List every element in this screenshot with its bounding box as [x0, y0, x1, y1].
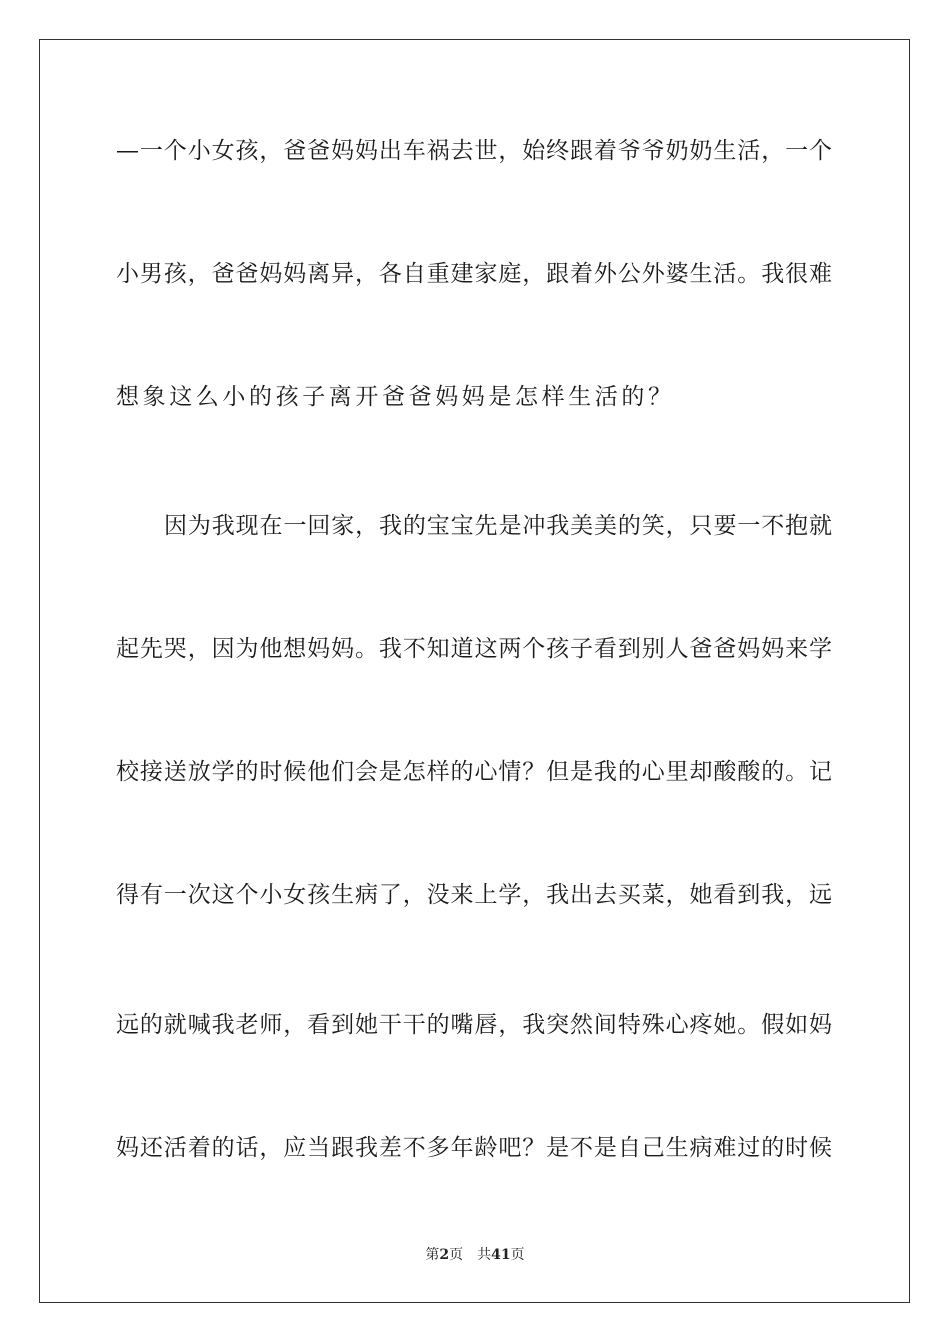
page-suffix: 页 [449, 1247, 464, 1263]
page-footer [0, 1246, 950, 1264]
text-line: 小男孩，爸爸妈妈离异，各自重建家庭，跟着外公外婆生活。我很难 [116, 261, 832, 287]
text-line: —一个小女孩，爸爸妈妈出车祸去世，始终跟着爷爷奶奶生活，一个 [116, 138, 832, 164]
text-line: 得有一次这个小女孩生病了，没来上学，我出去买菜，她看到我，远 [116, 882, 832, 908]
page-border [39, 39, 910, 1303]
page-number: 2 [439, 1247, 450, 1263]
text-line: 校接送放学的时候他们会是怎样的心情？但是我的心里却酸酸的。记 [116, 759, 832, 785]
text-line: 起先哭，因为他想妈妈。我不知道这两个孩子看到别人爸爸妈妈来学 [116, 636, 832, 662]
text-line: 想象这么小的孩子离开爸爸妈妈是怎样生活的？ [116, 384, 675, 410]
text-line: 妈还活着的话，应当跟我差不多年龄吧？是不是自己生病难过的时候 [116, 1135, 832, 1161]
paragraph-first-line: 因为我现在一回家，我的宝宝先是冲我美美的笑，只要一不抱就 [164, 513, 832, 539]
total-pages: 41 [491, 1247, 511, 1263]
page-prefix: 第 [425, 1247, 440, 1263]
text-line: 远的就喊我老师，看到她干干的嘴唇，我突然间特殊心疼她。假如妈 [116, 1012, 832, 1038]
total-suffix: 页 [510, 1247, 525, 1263]
total-prefix: 共 [477, 1247, 492, 1263]
